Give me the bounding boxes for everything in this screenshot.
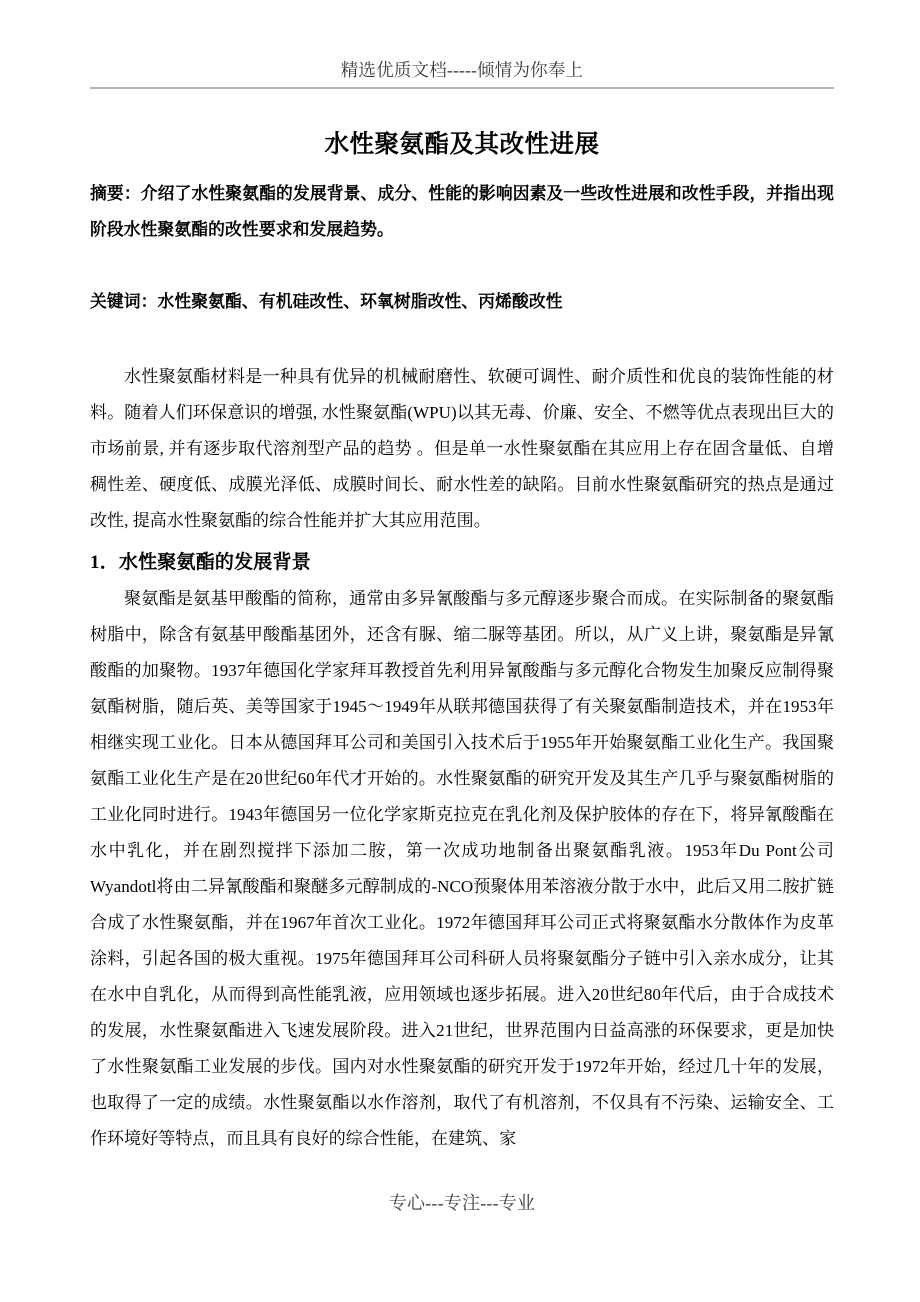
- header-divider-rule: [90, 87, 834, 89]
- page-title: 水性聚氨酯及其改性进展: [324, 131, 600, 158]
- section-1-heading: 1．水性聚氨酯的发展背景: [90, 552, 311, 573]
- header-watermark-text: 精选优质文档-----倾情为你奉上: [340, 60, 584, 80]
- page-footer-text: 专心---专注---专业: [388, 1193, 536, 1213]
- abstract-paragraph: 摘要：介绍了水性聚氨酯的发展背景、成分、性能的影响因素及一些改性进展和改性手段，并指出现阶段水性聚氨酯的改性要求和发展趋势。: [90, 184, 834, 239]
- page-header: [90, 58, 834, 89]
- keywords-line: 关键词：水性聚氨酯、有机硅改性、环氧树脂改性、丙烯酸改性: [90, 292, 563, 311]
- section-1-paragraph: 聚氨酯是氨基甲酸酯的简称，通常由多异氰酸酯与多元醇逐步聚合而成。在实际制备的聚氨酯树脂中，除含有氨基甲酸酯基团外，还含有脲、缩二脲等基团。所以，从广义上讲，聚氨酯是异氰酸酯的加聚物。1937年德国化学家拜耳教授首先利用异氰酸酯与多元醇化合物发生加聚反应制得聚氨酯树脂，随后英、美等国家于1945～1949年从联邦德国获得了有关聚氨酯制造技术，并在1953年相继实现工业化。日本从德国拜耳公司和美国引入技术后于1955年开始聚氨酯工业化生产。我国聚氨酯工业化生产是在20世纪60年代才开始的。水性聚氨酯的研究开发及其生产几乎与聚氨酯树脂的工业化同时进行。1943年德国另一位化学家斯克拉克在乳化剂及保护胶体的存在下，将异氰酸酯在水中乳化，并在剧烈搅拌下添加二胺，第一次成功地制备出聚氨酯乳液。1953年Du Pont公司Wyandotl将由二异氰酸酯和聚醚多元醇制成的-NCO预聚体用苯溶液分散于水中，此后又用二胺扩链合成了水性聚氨酯，并在1967年首次工业化。1972年德国拜耳公司正式将聚氨酯水分散体作为皮革涂料，引起各国的极大重视。1975年德国拜耳公司科研人员将聚氨酯分子链中引入亲水成分，让其在水中自乳化，从而得到高性能乳液，应用领域也逐步拓展。进入20世纪80年代后，由于合成技术的发展，水性聚氨酯进入飞速发展阶段。进入21世纪，世界范围内日益高涨的环保要求，更是加快了水性聚氨酯工业发展的步伐。国内对水性聚氨酯的研究开发于1972年开始，经过几十年的发展，也取得了一定的成绩。水性聚氨酯以水作溶剂，取代了有机溶剂，不仅具有不污染、运输安全、工作环境好等特点，而且具有良好的综合性能，在建筑、家: [90, 589, 834, 1148]
- document-content: [90, 176, 834, 1157]
- introduction-paragraph: 水性聚氨酯材料是一种具有优异的机械耐磨性、软硬可调性、耐介质性和优良的装饰性能的材料。随着人们环保意识的增强, 水性聚氨酯(WPU)以其无毒、价廉、安全、不燃等优点表现出巨大的市场前景, 并有逐步取代溶剂型产品的趋势 。但是单一水性聚氨酯在其应用上存在固含量低、自增稠性差、硬度低、成膜光泽低、成膜时间长、耐水性差的缺陷。目前水性聚氨酯研究的热点是通过改性, 提高水性聚氨酯的综合性能并扩大其应用范围。: [90, 367, 834, 530]
